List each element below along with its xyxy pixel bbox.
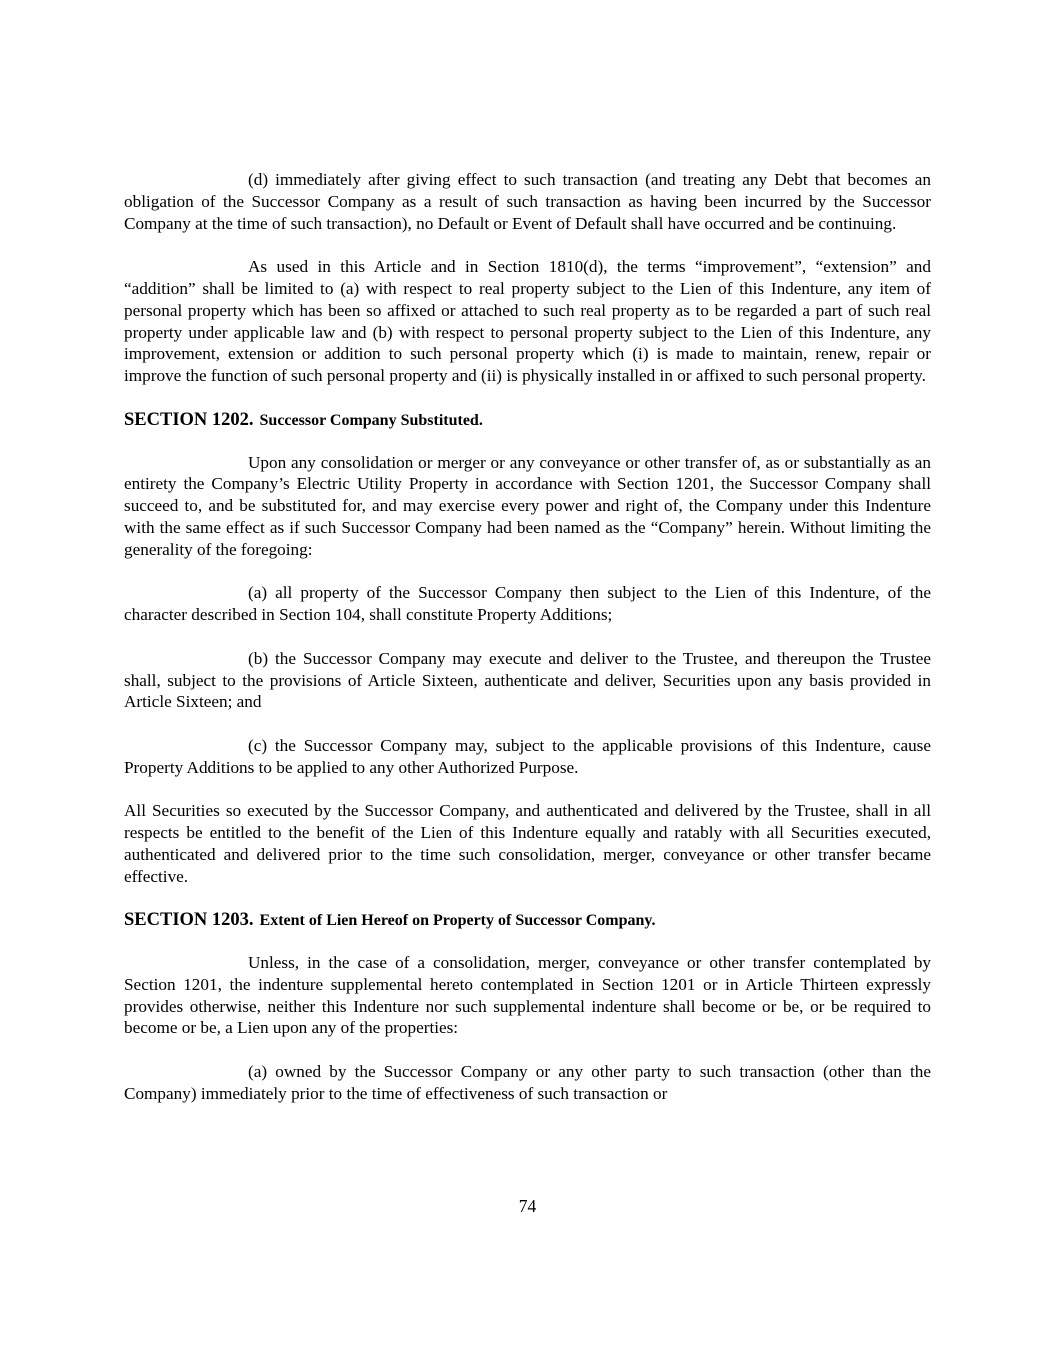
paragraph-1203-intro: Unless, in the case of a consolidation, merger, conveyance or other transfer contemplated by Section 1201, the indenture supplemental hereto contemplated in Section 1201 or in Article Thirteen expressly provides otherwise, neither this Indenture nor such supplemental indenture shall become or be, or be required to become or be, a Lien upon any of the properties: [124, 953, 931, 1038]
page-body [124, 169, 931, 1126]
page-number: 74 [518, 1196, 537, 1216]
paragraph-1202-c: (c) the Successor Company may, subject to the applicable provisions of this Indenture, cause Property Additions to be applied to any other Authorized Purpose. [124, 735, 931, 777]
paragraph-1202-closing: All Securities so executed by the Successor Company, and authenticated and delivered by the Trustee, shall in all respects be entitled to the benefit of the Lien of this Indenture equally and ratably with all Securities executed, authenticated and delivered prior to the time such consolidation, merger, conveyance or other transfer became effective. [124, 801, 931, 886]
paragraph-1202-b: (b) the Successor Company may execute and deliver to the Trustee, and thereupon the Trustee shall, subject to the provisions of Article Sixteen, authenticate and deliver, Securities upon any basis provided in Article Sixteen; and [124, 648, 931, 712]
paragraph-definitions: As used in this Article and in Section 1810(d), the terms “improvement”, “extension” and “addition” shall be limited to (a) with respect to real property subject to the Lien of this Indenture, any item of personal property which has been so affixed or attached to such real property as to be regarded a part of such real property under applicable law and (b) with respect to personal property subject to the Lien of this Indenture, any improvement, extension or addition to such personal property which (i) is made to maintain, renew, repair or improve the function of such personal property and (ii) is physically installed in or affixed to such personal property. [124, 257, 931, 386]
section-1203-number: SECTION 1203. [124, 910, 254, 931]
paragraph-1202-intro: Upon any consolidation or merger or any conveyance or other transfer of, as or substantially as an entirety the Company’s Electric Utility Property in accordance with Section 1201, the Successor Company shall succeed to, and be substituted for, and may exercise every power and right of, the Company under this Indenture with the same effect as if such Successor Company had been named as the “Company” herein. Without limiting the generality of the foregoing: [124, 452, 931, 559]
section-1202-title: Successor Company Substituted. [259, 411, 483, 429]
section-1202-number: SECTION 1202. [124, 409, 254, 430]
section-1203-title: Extent of Lien Hereof on Property of Successor Company. [259, 912, 656, 930]
paragraph-1202-a: (a) all property of the Successor Company then subject to the Lien of this Indenture, of the character described in Section 104, shall constitute Property Additions; [124, 583, 931, 625]
section-1203-heading [124, 909, 931, 932]
paragraph-clause-d: (d) immediately after giving effect to such transaction (and treating any Debt that becomes an obligation of the Successor Company as a result of such transaction as having been incurred by the Successor Company at the time of such transaction), no Default or Event of Default shall have occurred and be continuing. [124, 170, 931, 233]
section-1202-heading [124, 409, 931, 432]
paragraph-1203-a: (a) owned by the Successor Company or any other party to such transaction (other than the Company) immediately prior to the time of effectiveness of such transaction or [124, 1062, 931, 1103]
